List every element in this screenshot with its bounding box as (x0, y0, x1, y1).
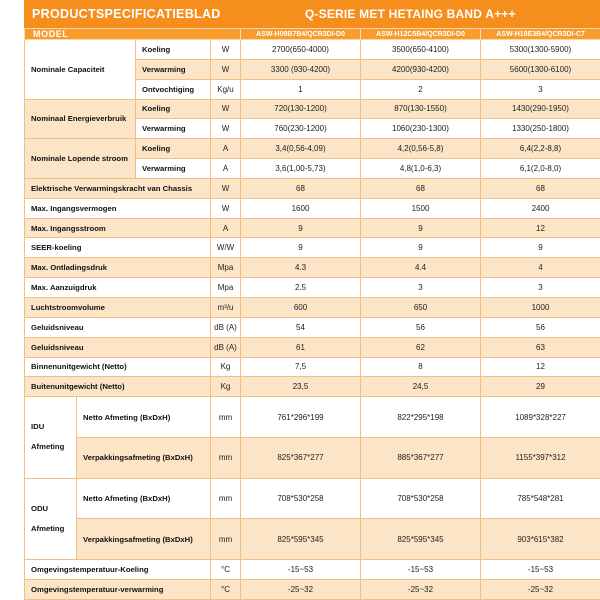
value-cell: 9 (481, 238, 600, 258)
value-cell: 3,6(1,00-5,73) (241, 159, 361, 179)
value-cell: 785*548*281 (481, 478, 600, 519)
unit-cell: A (211, 218, 241, 238)
value-cell: 8 (361, 357, 481, 377)
spec-row (25, 357, 600, 377)
value-cell: 825*595*345 (241, 519, 361, 560)
sub-label-cell: Netto Afmeting (BxDxH) (77, 478, 211, 519)
value-cell: 1089*328*227 (481, 397, 600, 438)
value-cell: 2 (361, 79, 481, 99)
row-label-cell: Luchtstroomvolume (25, 297, 211, 317)
row-label-cell: Geluidsniveau (25, 337, 211, 357)
spec-row (25, 297, 600, 317)
unit-cell: Kg/u (211, 79, 241, 99)
value-cell: 1 (241, 79, 361, 99)
value-cell: 2700(650-4000) (241, 40, 361, 60)
unit-cell: °C (211, 579, 241, 599)
value-cell: 9 (361, 238, 481, 258)
value-cell: 3 (481, 278, 600, 298)
unit-cell: W (211, 119, 241, 139)
spec-table (24, 28, 600, 600)
value-cell: 63 (481, 337, 600, 357)
page-header (24, 0, 600, 28)
value-cell: 3300 (930-4200) (241, 59, 361, 79)
value-cell: 708*530*258 (241, 478, 361, 519)
value-cell: 903*615*382 (481, 519, 600, 560)
unit-cell: A (211, 159, 241, 179)
sub-label-cell: Koeling (136, 40, 211, 60)
unit-cell: mm (211, 437, 241, 478)
value-cell: 4 (481, 258, 600, 278)
value-cell: 9 (361, 218, 481, 238)
value-cell: 4.3 (241, 258, 361, 278)
spec-row (25, 218, 600, 238)
unit-cell: Mpa (211, 278, 241, 298)
value-cell: 2.5 (241, 278, 361, 298)
spec-row (25, 437, 600, 478)
value-cell: 1330(250-1800) (481, 119, 600, 139)
sub-label-cell: Ontvochtiging (136, 79, 211, 99)
value-cell: 23,5 (241, 377, 361, 397)
value-cell: 885*367*277 (361, 437, 481, 478)
spec-row (25, 40, 600, 60)
sub-label-cell: Verwarming (136, 159, 211, 179)
value-cell: 1500 (361, 198, 481, 218)
group-label-line: IDU (31, 422, 45, 432)
unit-cell: m³/u (211, 297, 241, 317)
value-cell: 1430(290-1950) (481, 99, 600, 119)
value-cell: -15~53 (241, 560, 361, 580)
value-cell: 1155*397*312 (481, 437, 600, 478)
value-cell: 4,2(0,56-5,8) (361, 139, 481, 159)
value-cell: 761*296*199 (241, 397, 361, 438)
spec-row (25, 258, 600, 278)
unit-cell: W (211, 198, 241, 218)
sub-label-cell: Koeling (136, 139, 211, 159)
row-label-cell: Buitenunitgewicht (Netto) (25, 377, 211, 397)
row-label-cell: SEER-koeling (25, 238, 211, 258)
sub-label-cell: Verwarming (136, 59, 211, 79)
group-label-cell: Nominale Capaciteit (25, 40, 136, 100)
value-cell: 54 (241, 317, 361, 337)
sub-label-cell: Verwarming (136, 119, 211, 139)
model-row-label: MODEL (25, 29, 241, 40)
spec-row (25, 317, 600, 337)
model-name: ASW-H18E3B4/QCR3DI-C7 (481, 29, 600, 40)
value-cell: 62 (361, 337, 481, 357)
spec-row (25, 560, 600, 580)
unit-cell: Kg (211, 357, 241, 377)
row-label-cell: Max. Ingangsstroom (25, 218, 211, 238)
sub-label-cell: Netto Afmeting (BxDxH) (77, 397, 211, 438)
value-cell: 822*295*198 (361, 397, 481, 438)
group-label-line: Afmeting (31, 442, 65, 452)
value-cell: 56 (481, 317, 600, 337)
model-name: ASW-H09B7B4/QCR3DI-D0 (241, 29, 361, 40)
value-cell: 61 (241, 337, 361, 357)
spec-row (25, 519, 600, 560)
value-cell: -15~53 (481, 560, 600, 580)
sub-label-cell: Verpakkingsafmeting (BxDxH) (77, 437, 211, 478)
value-cell: 825*595*345 (361, 519, 481, 560)
value-cell: 4.4 (361, 258, 481, 278)
value-cell: 56 (361, 317, 481, 337)
value-cell: 68 (481, 178, 600, 198)
value-cell: -25~32 (481, 579, 600, 599)
spec-row (25, 579, 600, 599)
unit-cell: W (211, 40, 241, 60)
value-cell: 3500(650-4100) (361, 40, 481, 60)
value-cell: 68 (241, 178, 361, 198)
row-label-cell: Max. Ingangsvermogen (25, 198, 211, 218)
spec-row (25, 337, 600, 357)
unit-cell: W (211, 99, 241, 119)
spec-row (25, 178, 600, 198)
value-cell: -15~53 (361, 560, 481, 580)
row-label-cell: Geluidsniveau (25, 317, 211, 337)
group-label-cell: Nominaal Energieverbruik (25, 99, 136, 139)
value-cell: 650 (361, 297, 481, 317)
value-cell: 12 (481, 218, 600, 238)
value-cell: 1060(230-1300) (361, 119, 481, 139)
unit-cell: W (211, 178, 241, 198)
spec-row (25, 397, 600, 438)
value-cell: -25~32 (361, 579, 481, 599)
group-label-line: Afmeting (31, 523, 65, 533)
value-cell: 4,8(1,0-6,3) (361, 159, 481, 179)
spec-row (25, 198, 600, 218)
value-cell: 825*367*277 (241, 437, 361, 478)
value-cell: 1600 (241, 198, 361, 218)
unit-cell: mm (211, 519, 241, 560)
value-cell: 7,5 (241, 357, 361, 377)
value-cell: 12 (481, 357, 600, 377)
spec-row (25, 238, 600, 258)
unit-cell: W (211, 59, 241, 79)
spec-row (25, 478, 600, 519)
unit-cell: W/W (211, 238, 241, 258)
sub-label-cell: Verpakkingsafmeting (BxDxH) (77, 519, 211, 560)
unit-cell: °C (211, 560, 241, 580)
value-cell: 2400 (481, 198, 600, 218)
spec-row (25, 377, 600, 397)
value-cell: 5300(1300-5900) (481, 40, 600, 60)
group-label-line: ODU (31, 503, 49, 513)
value-cell: 708*530*258 (361, 478, 481, 519)
spec-row (25, 139, 600, 159)
row-label-cell: Max. Aanzuigdruk (25, 278, 211, 298)
value-cell: 600 (241, 297, 361, 317)
unit-cell: mm (211, 397, 241, 438)
value-cell: 3 (481, 79, 600, 99)
row-label-cell: Omgevingstemperatuur-Koeling (25, 560, 211, 580)
value-cell: 870(130-1550) (361, 99, 481, 119)
group-label-cell (25, 478, 77, 559)
value-cell: 9 (241, 238, 361, 258)
row-label-cell: Omgevingstemperatuur-verwarming (25, 579, 211, 599)
sub-label-cell: Koeling (136, 99, 211, 119)
group-label-cell (25, 397, 77, 478)
unit-cell: mm (211, 478, 241, 519)
series-title: Q-SERIE MET HETAING BAND A+++ (304, 7, 516, 21)
value-cell: -25~32 (241, 579, 361, 599)
spec-row (25, 278, 600, 298)
value-cell: 68 (361, 178, 481, 198)
model-row (25, 29, 600, 40)
value-cell: 24,5 (361, 377, 481, 397)
unit-cell: dB (A) (211, 317, 241, 337)
unit-cell: Kg (211, 377, 241, 397)
value-cell: 6,4(2,2-8,8) (481, 139, 600, 159)
value-cell: 9 (241, 218, 361, 238)
row-label-cell: Max. Ontladingsdruk (25, 258, 211, 278)
unit-cell: A (211, 139, 241, 159)
model-name: ASW-H12C5B4/QCR3DI-D0 (361, 29, 481, 40)
value-cell: 3,4(0,56-4,09) (241, 139, 361, 159)
value-cell: 5600(1300-6100) (481, 59, 600, 79)
value-cell: 3 (361, 278, 481, 298)
unit-cell: dB (A) (211, 337, 241, 357)
value-cell: 4200(930-4200) (361, 59, 481, 79)
group-label-cell: Nominale Lopende stroom (25, 139, 136, 179)
value-cell: 760(230-1200) (241, 119, 361, 139)
value-cell: 1000 (481, 297, 600, 317)
unit-cell: Mpa (211, 258, 241, 278)
value-cell: 29 (481, 377, 600, 397)
row-label-cell: Binnenunitgewicht (Netto) (25, 357, 211, 377)
spec-row (25, 99, 600, 119)
value-cell: 6,1(2,0-8,0) (481, 159, 600, 179)
value-cell: 720(130-1200) (241, 99, 361, 119)
row-label-cell: Elektrische Verwarmingskracht van Chassis (25, 178, 211, 198)
page-title: PRODUCTSPECIFICATIEBLAD (32, 7, 221, 21)
